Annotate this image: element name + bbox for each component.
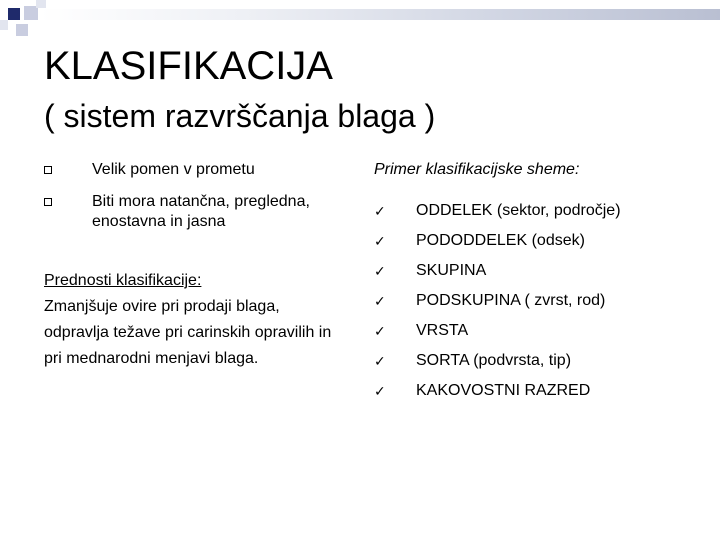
bullet-text: Velik pomen v prometu (92, 161, 255, 178)
list-item (374, 376, 714, 406)
decorative-square-navy (8, 8, 20, 20)
decorative-square-light (16, 24, 28, 36)
scheme-heading: Primer klasifikacijske sheme: (374, 161, 580, 178)
classification-scheme (374, 160, 714, 406)
checkmark-icon: ✓ (374, 263, 386, 279)
bullet-item (44, 192, 344, 232)
list-item-text: KAKOVOSTNI RAZRED (416, 382, 591, 399)
decorative-header-bar (40, 9, 720, 20)
list-item-text: SORTA (podvrsta, tip) (416, 352, 572, 369)
slide-title: KLASIFIKACIJA (44, 44, 333, 88)
checkmark-icon: ✓ (374, 383, 386, 399)
checkmark-icon: ✓ (374, 353, 386, 369)
list-item (374, 256, 714, 286)
list-item (374, 196, 714, 226)
list-item-text: PODODDELEK (odsek) (416, 232, 585, 249)
checkmark-icon: ✓ (374, 323, 386, 339)
slide-subtitle: ( sistem razvrščanja blaga ) (44, 98, 436, 134)
decorative-square-light (36, 0, 46, 8)
checkmark-icon: ✓ (374, 233, 386, 249)
decorative-square-light (24, 6, 38, 20)
list-item-text: PODSKUPINA ( zvrst, rod) (416, 292, 606, 309)
list-item-text: SKUPINA (416, 262, 487, 279)
decorative-square-light (0, 20, 8, 30)
square-bullet-icon (44, 198, 52, 206)
checkmark-icon: ✓ (374, 293, 386, 309)
square-bullet-icon (44, 166, 52, 174)
advantages-block (44, 268, 344, 372)
advantages-text: Zmanjšuje ovire pri prodaji blaga, odpravlja težave pri carinskih opravilih in pri mednarodni menjavi blaga. (44, 298, 332, 367)
list-item-text: ODDELEK (sektor, področje) (416, 202, 621, 219)
bullet-item (44, 160, 344, 180)
list-item (374, 286, 714, 316)
list-item-text: VRSTA (416, 322, 469, 339)
bullet-text: Biti mora natančna, pregledna, enostavna in jasna (92, 193, 310, 230)
list-item (374, 316, 714, 346)
list-item (374, 226, 714, 256)
checkmark-icon: ✓ (374, 203, 386, 219)
advantages-heading: Prednosti klasifikacije: (44, 272, 202, 289)
left-bullet-list (44, 160, 344, 232)
list-item (374, 346, 714, 376)
scheme-list (374, 196, 714, 406)
